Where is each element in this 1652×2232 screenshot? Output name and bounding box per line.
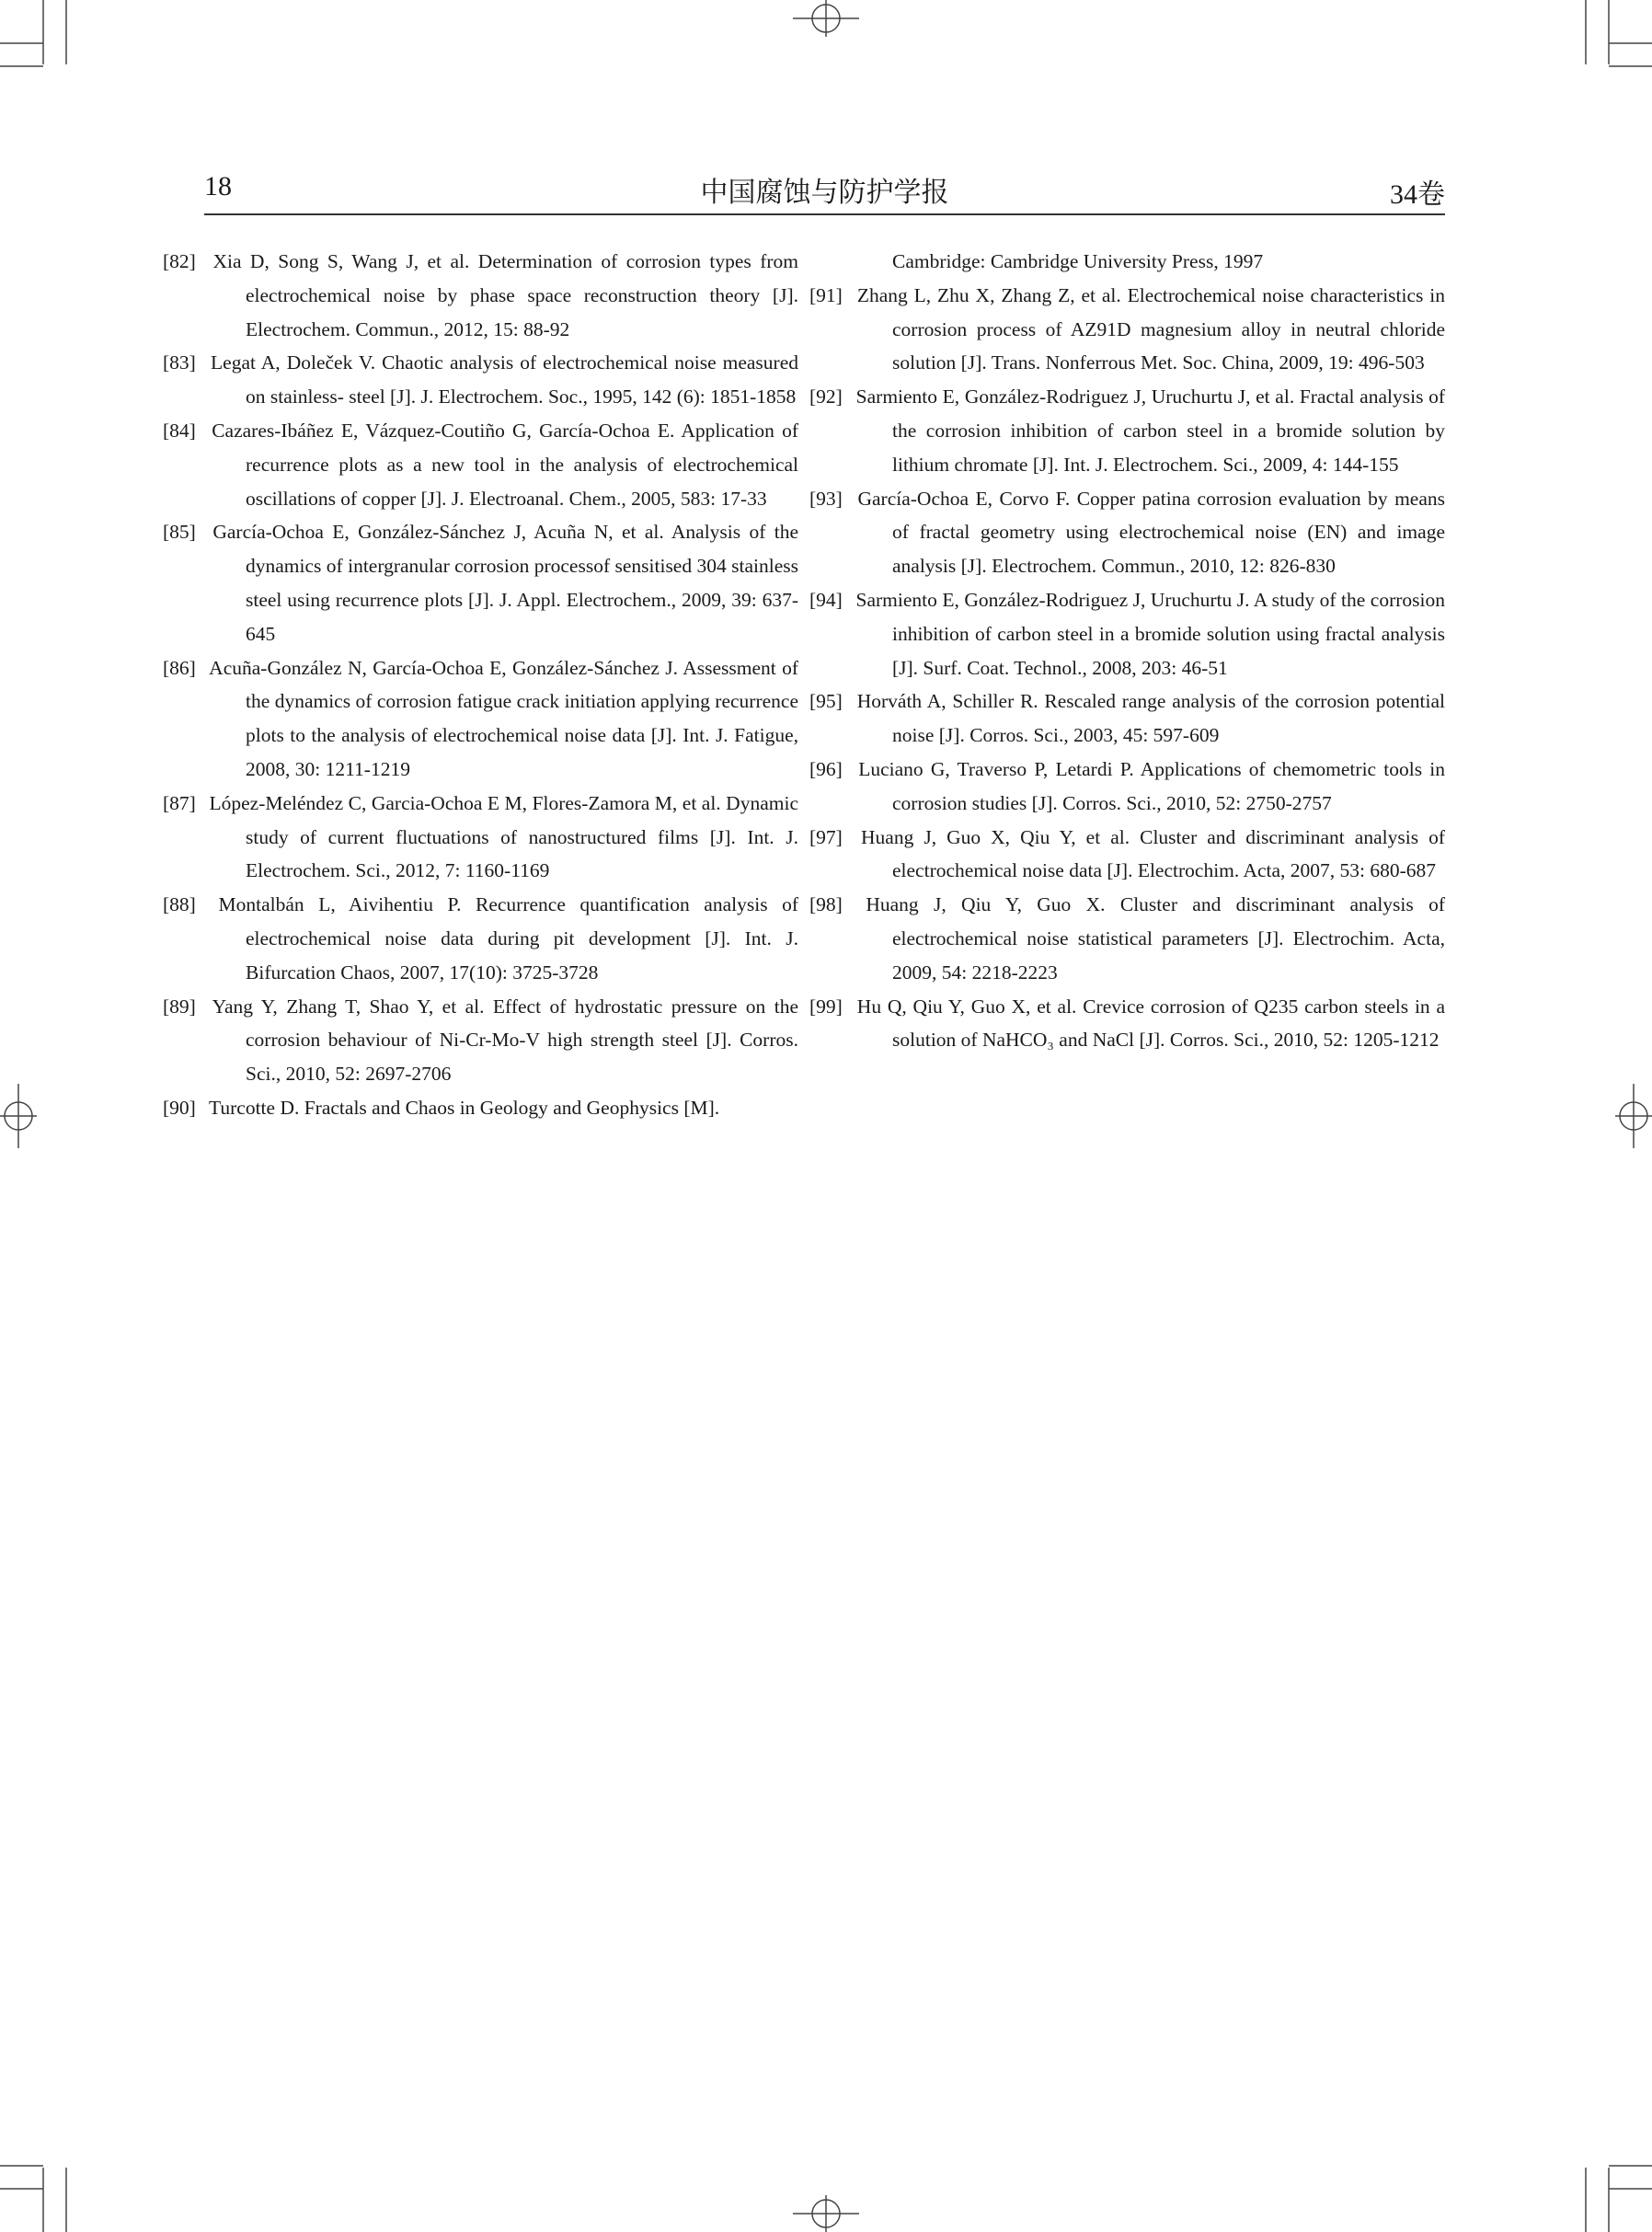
reference-item: [88] Montalbán L, Aivihentiu P. Recurrence quantification analysis of electrochemical noise data during pit development [J]. Int. J. Bifurcation Chaos, 2007, 17(10): 3725-3728 xyxy=(163,893,799,984)
reference-column-right xyxy=(809,245,1446,1057)
reference-item: [92] Sarmiento E, González-Rodriguez J, Uruchurtu J, et al. Fractal analysis of the corrosion inhibition of carbon steel in a bromide solution by lithium chromate [J]. Int. J. Electrochem. Sci., 2009, 4: 144-155 xyxy=(809,385,1445,476)
reference-text: Montalbán L, Aivihentiu P. Recurrence quantification analysis of electrochemical noise data during pit development [J]. Int. J. Bifurcation Chaos, 2007, 17(10): 3725-3728 xyxy=(218,893,799,984)
reference-text: Acuña-González N, García-Ochoa E, González-Sánchez J. Assessment of the dynamics of corrosion fatigue crack initiation applying recurrence plots to the analysis of electrochemical noise data [J]. Int. J. Fatigue, 2008, 30: 1211-1219 xyxy=(209,656,798,780)
reference-item: [91] Zhang L, Zhu X, Zhang Z, et al. Electrochemical noise characteristics in corrosion process of AZ91D magnesium alloy in neutral chloride solution [J]. Trans. Nonferrous Met. Soc. China, 2009, 19: 496-503 xyxy=(809,283,1445,374)
reference-item: [99] Hu Q, Qiu Y, Guo X, et al. Crevice corrosion of Q235 carbon steels in a solution of NaHCO₃ and NaCl [J]. Corros. Sci., 2010, 52: 1205-1212 xyxy=(809,995,1445,1052)
reference-text: Sarmiento E, González-Rodriguez J, Uruchurtu J. A study of the corrosion inhibition of carbon steel in a bromide solution using fractal analysis [J]. Surf. Coat. Technol., 2008, 203: 46-51 xyxy=(855,588,1445,679)
reference-text: Sarmiento E, González-Rodriguez J, Uruchurtu J, et al. Fractal analysis of the corrosion inhibition of carbon steel in a bromide solution by lithium chromate [J]. Int. J. Electrochem. Sci., 2009, 4: 144-155 xyxy=(855,385,1445,476)
reference-text: Zhang L, Zhu X, Zhang Z, et al. Electrochemical noise characteristics in corrosion process of AZ91D magnesium alloy in neutral chloride solution [J]. Trans. Nonferrous Met. Soc. China, 2009, 19: 496-503 xyxy=(856,283,1445,374)
reference-text: Cambridge: Cambridge University Press, 1997 xyxy=(892,250,1264,272)
reference-item: [84] Cazares-Ibáñez E, Vázquez-Coutiño G, García-Ochoa E. Application of recurrence plots as a new tool in the analysis of electrochemical oscillations of copper [J]. J. Electroanal. Chem., 2005, 583: 17-33 xyxy=(163,419,799,510)
reference-continuation xyxy=(851,245,1445,279)
reference-text: López-Meléndez C, Garcia-Ochoa E M, Flores-Zamora M, et al. Dynamic study of current fluctuations of nanostructured films [J]. Int. J. Electrochem. Sci., 2012, 7: 1160-1169 xyxy=(209,791,798,882)
reference-text: Cazares-Ibáñez E, Vázquez-Coutiño G, García-Ochoa E. Application of recurrence plots as a new tool in the analysis of electrochemical oscillations of copper [J]. J. Electroanal. Chem., 2005, 583: 17-33 xyxy=(212,419,799,510)
reference-item: [82] Xia D, Song S, Wang J, et al. Determination of corrosion types from electrochemical noise by phase space reconstruction theory [J]. Electrochem. Commun., 2012, 15: 88-92 xyxy=(163,250,799,340)
journal-title: 中国腐蚀与防护学报 xyxy=(700,178,949,208)
reference-text: García-Ochoa E, Corvo F. Copper patina corrosion evaluation by means of fractal geometry using electrochemical noise (EN) and image analysis [J]. Electrochem. Commun., 2010, 12: 826-830 xyxy=(857,487,1446,578)
reference-text: Luciano G, Traverso P, Letardi P. Applications of chemometric tools in corrosion studies [J]. Corros. Sci., 2010, 52: 2750-2757 xyxy=(858,757,1445,814)
reference-item: [95] Horváth A, Schiller R. Rescaled range analysis of the corrosion potential noise [J]. Corros. Sci., 2003, 45: 597-609 xyxy=(809,690,1445,747)
reference-text: Legat A, Doleček V. Chaotic analysis of electrochemical noise measured on stainless- steel [J]. J. Electrochem. Soc., 1995, 142 (6): 1851-1858 xyxy=(211,351,798,408)
reference-item: [85] García-Ochoa E, González-Sánchez J, Acuña N, et al. Analysis of the dynamics of intergranular corrosion processof sensitised 304 stainless steel using recurrence plots [J]. J. Appl. Electrochem., 2009, 39: 637-645 xyxy=(163,521,798,645)
reference-text: Hu Q, Qiu Y, Guo X, et al. Crevice corrosion of Q235 carbon steels in a solution of NaHCO₃ and NaCl [J]. Corros. Sci., 2010, 52: 1205-1212 xyxy=(856,995,1445,1052)
page-number: 18 xyxy=(204,171,232,201)
reference-item: [90] Turcotte D. Fractals and Chaos in Geology and Geophysics [M]. xyxy=(163,1096,720,1119)
volume-label: 34卷 xyxy=(1390,179,1445,210)
reference-text: Horváth A, Schiller R. Rescaled range analysis of the corrosion potential noise [J]. Corros. Sci., 2003, 45: 597-609 xyxy=(856,690,1445,747)
reference-text: Huang J, Guo X, Qiu Y, et al. Cluster and discriminant analysis of electrochemical noise data [J]. Electrochim. Acta, 2007, 53: 680-687 xyxy=(861,825,1445,882)
reference-item: [86] Acuña-González N, García-Ochoa E, González-Sánchez J. Assessment of the dynamics of corrosion fatigue crack initiation applying recurrence plots to the analysis of electrochemical noise data [J]. Int. J. Fatigue, 2008, 30: 1211-1219 xyxy=(163,656,798,780)
reference-item: [87] López-Meléndez C, Garcia-Ochoa E M, Flores-Zamora M, et al. Dynamic study of current fluctuations of nanostructured films [J]. Int. J. Electrochem. Sci., 2012, 7: 1160-1169 xyxy=(163,791,798,882)
reference-text: Yang Y, Zhang T, Shao Y, et al. Effect of hydrostatic pressure on the corrosion behaviour of Ni-Cr-Mo-V high strength steel [J]. Corros. Sci., 2010, 52: 2697-2706 xyxy=(212,995,798,1086)
reference-item: [98] Huang J, Qiu Y, Guo X. Cluster and discriminant analysis of electrochemical noise statistical parameters [J]. Electrochim. Acta, 2009, 54: 2218-2223 xyxy=(809,893,1445,984)
reference-text: Huang J, Qiu Y, Guo X. Cluster and discriminant analysis of electrochemical noise statistical parameters [J]. Electrochim. Acta, 2009, 54: 2218-2223 xyxy=(866,893,1445,984)
reference-text: Xia D, Song S, Wang J, et al. Determination of corrosion types from electrochemical noise by phase space reconstruction theory [J]. Electrochem. Commun., 2012, 15: 88-92 xyxy=(212,250,799,340)
reference-text: García-Ochoa E, González-Sánchez J, Acuña N, et al. Analysis of the dynamics of intergranular corrosion processof sensitised 304 stainless steel using recurrence plots [J]. J. Appl. Electrochem., 2009, 39: 637-645 xyxy=(212,521,798,645)
reference-item: [97] Huang J, Guo X, Qiu Y, et al. Cluster and discriminant analysis of electrochemical noise data [J]. Electrochim. Acta, 2007, 53: 680-687 xyxy=(809,825,1445,882)
reference-item: [93] García-Ochoa E, Corvo F. Copper patina corrosion evaluation by means of fractal geometry using electrochemical noise (EN) and image analysis [J]. Electrochem. Commun., 2010, 12: 826-830 xyxy=(809,487,1446,578)
reference-item: [89] Yang Y, Zhang T, Shao Y, et al. Effect of hydrostatic pressure on the corrosion behaviour of Ni-Cr-Mo-V high strength steel [J]. Corros. Sci., 2010, 52: 2697-2706 xyxy=(163,995,798,1086)
reference-item: [96] Luciano G, Traverso P, Letardi P. Applications of chemometric tools in corrosion studies [J]. Corros. Sci., 2010, 52: 2750-2757 xyxy=(809,757,1445,814)
running-header xyxy=(204,166,1445,215)
reference-item: [83] Legat A, Doleček V. Chaotic analysis of electrochemical noise measured on stainless- steel [J]. J. Electrochem. Soc., 1995, 142 (6): 1851-1858 xyxy=(163,351,798,408)
reference-text: Turcotte D. Fractals and Chaos in Geology and Geophysics [M]. xyxy=(209,1096,720,1119)
reference-item: [94] Sarmiento E, González-Rodriguez J, Uruchurtu J. A study of the corrosion inhibition of carbon steel in a bromide solution using fractal analysis [J]. Surf. Coat. Technol., 2008, 203: 46-51 xyxy=(809,588,1445,679)
reference-column-left xyxy=(163,245,799,1125)
